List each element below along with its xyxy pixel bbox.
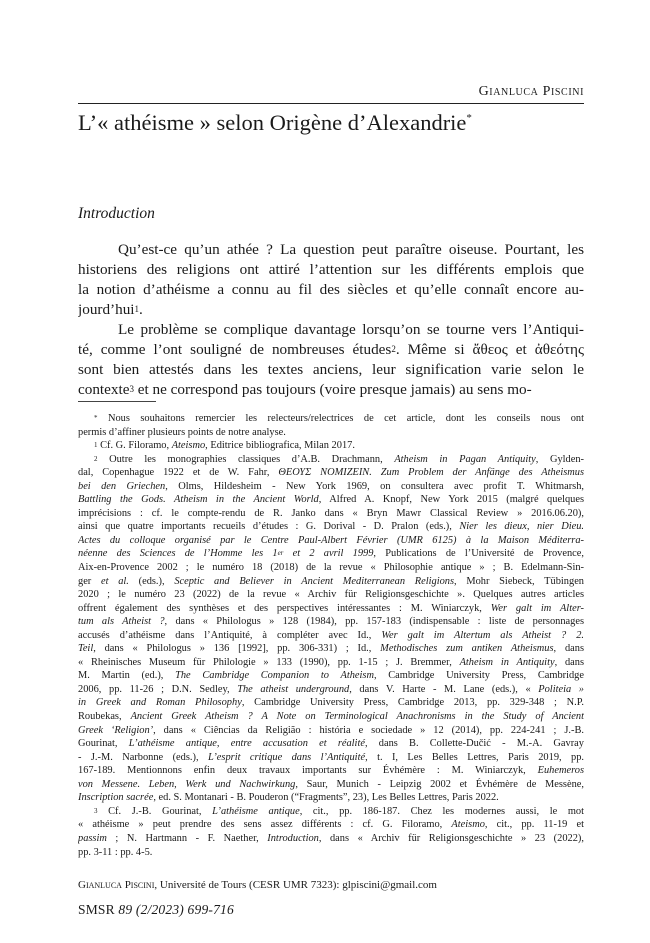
footnote-text-run: accusés d’athéisme dans l’Antiquité, à compléter avec Id.,: [78, 629, 382, 641]
footnote-italic-run: Nier les dieux, nier Dieu.: [459, 521, 584, 533]
footnote-text-run: offrent également des synthèses et des perspectives intéressantes : M. Winiarczyk,: [78, 602, 491, 614]
footnote-line: [78, 575, 584, 589]
header-rule: [78, 103, 584, 104]
footnote-text-run: , dans V. Harte - M. Lane (eds.), «: [349, 683, 539, 695]
footnote-italic-run: Greek ‘Religion’: [78, 724, 154, 736]
footnote-line: [78, 724, 584, 738]
footnote-text-run: Nous souhaitons remercier les relecteurs/relectrices de cet article, dont les conseils nous ont: [97, 413, 584, 424]
footnote-line: [78, 480, 584, 494]
footnote-text-run: , Alfred A. Knopf, New York 2015 (malgré quelques: [318, 494, 584, 506]
footnote-marker: *: [94, 414, 98, 422]
body-line: [78, 240, 584, 260]
footnote-italic-run: Teil: [78, 643, 94, 655]
body-line: [78, 340, 584, 360]
footnote-text-run: , dans « Philologus » 128 (1984), pp. 157-183 (indispensable : liste de personnages: [164, 616, 584, 628]
footnote-italic-run: Ateismo: [451, 819, 485, 831]
body-text-run: contexte: [78, 381, 130, 398]
footnote-italic-run: et 2 avril 1999: [283, 548, 374, 560]
footnote-line: [78, 602, 584, 616]
footnote-italic-run: néenne des Sciences de l’Homme les 1: [78, 548, 278, 560]
footnote-italic-run: Ateismo: [171, 440, 206, 452]
body-text-run: té, comme l’ont souligné de nombreuses études: [78, 341, 392, 358]
body-text-run: Le problème se complique davantage lorsqu’on se tourne vers l’Antiqui-: [118, 321, 584, 338]
footnote-line: [78, 832, 584, 846]
article-title: [78, 110, 472, 136]
footnote-text-run: , Mohr Siebeck, Tübingen: [454, 575, 584, 587]
footnote-text-run: ainsi que quatre importants recueils d’études : G. Dorival - D. Pralon (eds.),: [78, 521, 460, 533]
footnote-italic-run: Atheism in Pagan Antiquity: [394, 453, 536, 465]
footnote-italic-run: Atheism in Antiquity: [459, 656, 555, 668]
footnote-line: [78, 439, 584, 453]
body-line: [78, 260, 584, 280]
footnote-text-run: , Cambridge University Press, Cambridge 2013, pp. 329-348 ; N.P.: [241, 697, 584, 709]
footnote-italic-run: Actes du colloque organisé par le Centre Paul-Albert Février (UMR 6125) à la Maison Méditerra-: [78, 534, 584, 546]
title-note-marker: *: [466, 112, 472, 124]
footnote-text-run: , Saur, Munich - Leipzig 2002 et Évhémère de Messène,: [295, 778, 584, 790]
footnote-line: [78, 778, 584, 792]
footnote-line: [78, 656, 584, 670]
body-text-run: et ne correspond pas toujours (voire presque jamais) au sens mo-: [133, 381, 532, 398]
footnote-ref[interactable]: 2: [391, 344, 396, 354]
footnote-line: [78, 453, 584, 467]
footnote-marker: 2: [94, 454, 98, 463]
footnote-italic-run: ΘΕΟΥΣ NOMIZEIN. Zum Problem der Anfänge des Atheismus: [278, 467, 584, 479]
footnote-italic-run: in Greek and Roman Philosophy: [78, 697, 242, 709]
body-text-run: historiens des religions ont attiré l’attention sur les différents emplois que: [78, 261, 584, 278]
footnote-italic-run: Ancient Greek Atheism ? A Note on Terminological Anachronisms in the Study of Ancient: [130, 711, 584, 723]
footnote-text-run: (eds.),: [128, 575, 175, 587]
journal-name: SMSR: [78, 902, 119, 917]
title-text: L’« athéisme » selon Origène d’Alexandrie: [78, 110, 467, 135]
footnote-text-run: , ed. S. Montanari - B. Pouderon (“Fragments”, 23), Les Belles Lettres, Paris 2022.: [153, 792, 499, 804]
footnote-line: [78, 520, 584, 534]
footnote-line: [78, 791, 584, 805]
footnote-text-run: , Olms, Hildesheim - New York 1969, on consultera avec profit T. Whitmarsh,: [165, 480, 584, 492]
footnote-line: [78, 683, 584, 697]
footnote-line: [78, 426, 584, 440]
footnote-italic-run: The atheist underground: [237, 683, 350, 695]
footnote-marker: 1: [94, 441, 98, 450]
journal-citation: [78, 902, 234, 918]
footnote-text-run: , dans « Philologus » 136 [1992], pp. 306-331) ; Id.,: [93, 643, 381, 655]
footnote-text-run: dal, Copenhague 1922 et de W. Fahr,: [78, 467, 279, 479]
footnote-line: [78, 642, 584, 656]
footnote-italic-run: Methodisches zum antiken Atheismus: [380, 643, 554, 655]
footnote-line: [78, 805, 584, 819]
footnote-italic-run: Sceptic and Believer in Ancient Mediterranean Religions: [174, 575, 455, 587]
footnote-text-run: 2020 ; le numéro 23 (2022) de la revue « Archiv für Religionsgeschichte ». Quelques autres articles: [78, 589, 584, 601]
footnote-text-run: permis d’affiner plusieurs points de notre analyse.: [78, 426, 286, 438]
body-text-run: .: [139, 301, 143, 318]
footnote-text-run: Cf. J.-B. Gourinat,: [97, 805, 213, 817]
body-text-run: sont bien attestés dans les textes anciens, leur signification varie selon le: [78, 361, 584, 378]
journal-volume-pages: 89 (2/2023) 699-716: [118, 902, 234, 917]
footnote-text-run: Aix-en-Provence 2002 ; le numéro 18 (2018) de la revue « Philosophie antique » ; B. Edelmann-Sin-: [78, 562, 584, 574]
footnote-italic-run: tum als Atheist ?: [78, 616, 165, 628]
footnote-italic-run: Battling the Gods. Atheism in the Ancient World: [78, 494, 319, 506]
body-line: [78, 360, 584, 380]
footnote-text-run: 2006, pp. 11-26 ; D.N. Sedley,: [78, 683, 238, 695]
footnote-italic-run: L’athéisme antique, entre accusation et réalité: [128, 738, 365, 750]
footnote-line: [78, 412, 584, 426]
footnote-line: [78, 507, 584, 521]
footnote-text-run: , t. I, Les Belles Lettres, Paris 2019, pp.: [365, 751, 584, 763]
footnote-text-run: , dans « Archiv für Religionsgeschichte » 23 (2022),: [318, 832, 584, 844]
footnote-text-run: Gourinat,: [78, 738, 129, 750]
footnote-italic-run: passim: [78, 832, 107, 844]
footnote-line: [78, 846, 584, 860]
footnote-text-run: , dans: [554, 656, 584, 668]
footnote-line: [78, 629, 584, 643]
footnote-text-run: pp. 3-11 : pp. 4-5.: [78, 846, 153, 858]
footnote-line: [78, 696, 584, 710]
footnote-italic-run: The Cambridge Companion to Atheism: [175, 670, 374, 682]
footnote-line: [78, 737, 584, 751]
footnote-text-run: , cit., pp. 11-19 et: [484, 819, 584, 831]
footnote-line: [78, 710, 584, 724]
footnote-marker: 3: [94, 806, 98, 815]
footnote-text-run: M. Martin (ed.),: [78, 670, 176, 682]
body-line: [78, 300, 584, 320]
body-line: [78, 280, 584, 300]
footnote-italic-run: Wer galt im Alter-: [490, 602, 584, 614]
footnote-line: [78, 751, 584, 765]
footnote-text-run: ; N. Hartmann - F. Naether,: [106, 832, 268, 844]
footnote-text-run: , dans: [553, 643, 584, 655]
affiliation-author: Gianluca Piscini: [78, 879, 155, 891]
footnote-italic-run: et al.: [101, 575, 129, 587]
footnote-italic-run: bei den Griechen: [78, 480, 166, 492]
footnote-text-run: , Gylden-: [535, 453, 584, 465]
footnote-italic-run: Wer galt im Altertum als Atheist ? 2.: [381, 629, 584, 641]
footnote-italic-run: von Messene. Leben, Werk und Nachwirkung: [78, 778, 296, 790]
footnote-text-run: , cit., pp. 186-187. Chez les modernes aussi, le mot: [299, 805, 584, 817]
section-heading: Introduction: [78, 205, 155, 222]
footnotes: [78, 412, 584, 859]
footnote-text-run: , Publications de l’Université de Provence,: [373, 548, 584, 560]
footnote-italic-run: L’esprit critique dans l’Antiquité: [207, 751, 366, 763]
footnote-line: [78, 764, 584, 778]
footnote-text-run: « Rheinisches Museum für Philologie » 133 (1990), pp. 1-15 ; J. Bremmer,: [78, 656, 460, 668]
footnote-line: [78, 615, 584, 629]
footnote-italic-run: Euhemeros: [537, 765, 584, 777]
author-affiliation: [78, 879, 437, 891]
body-text-run: . Même si ἄθεος et ἀθεότης: [395, 341, 584, 358]
footnote-text-run: ger: [78, 575, 101, 587]
body-text-run: Qu’est-ce qu’un athée ? La question peut paraître oiseuse. Pourtant, les: [118, 241, 584, 258]
footnote-line: [78, 534, 584, 548]
body-text-run: la notion d’athéisme a connu au fil des siècles et qu’elle connaît encore au-: [78, 281, 584, 298]
footnote-line: [78, 588, 584, 602]
body-line: [78, 320, 584, 340]
footnote-line: [78, 547, 584, 561]
footnote-text-run: Outre les monographies classiques d’A.B. Drachmann,: [97, 453, 395, 465]
body-text-run: jourd’hui: [78, 301, 135, 318]
footnote-line: [78, 669, 584, 683]
footnote-text-run: , Cambridge University Press, Cambridge: [373, 670, 584, 682]
footnote-text-run: Roubekas,: [78, 711, 131, 723]
footnote-superscript: er: [277, 549, 284, 558]
footnote-text-run: , dans B. Collette-Dučić - M.-A. Gavray: [364, 738, 584, 750]
footnote-text-run: , dans « Ciências da Religião : história e sociedade » 12 (2014), pp. 224-241 ; J.-B.: [153, 724, 584, 736]
footnote-ref[interactable]: 3: [129, 384, 134, 394]
footnote-line: [78, 561, 584, 575]
footnote-italic-run: Politeia »: [538, 683, 584, 695]
footnote-text-run: « athéisme » peut prendre des sens assez différents : cf. G. Filoramo,: [78, 819, 452, 831]
body-text: [78, 240, 584, 400]
footnote-rule: [78, 401, 156, 402]
body-line: [78, 380, 584, 400]
footnote-text-run: 167-189. Mentionnons enfin deux travaux importants sur Évhémère : M. Winiarczyk,: [78, 765, 538, 777]
footnote-line: [78, 466, 584, 480]
footnote-italic-run: Introduction: [267, 832, 319, 844]
footnote-line: [78, 493, 584, 507]
footnote-text-run: imprécisions : cf. le compte-rendu de R. Janko dans « Bryn Mawr Classical Review » 2016.06.20),: [78, 507, 584, 519]
footnote-text-run: , Editrice bibliografica, Milan 2017.: [205, 440, 355, 452]
footnote-text-run: - J.-M. Narbonne (eds.),: [78, 751, 208, 763]
footnote-italic-run: L’athéisme antique: [212, 805, 300, 817]
footnote-italic-run: Inscription sacrée: [78, 792, 154, 804]
affiliation-text: , Université de Tours (CESR UMR 7323): glpiscini@gmail.com: [154, 879, 437, 891]
footnote-ref[interactable]: 1: [134, 304, 140, 314]
footnote-line: [78, 818, 584, 832]
running-author: Gianluca Piscini: [478, 84, 584, 99]
footnote-text-run: Cf. G. Filoramo,: [97, 440, 172, 452]
